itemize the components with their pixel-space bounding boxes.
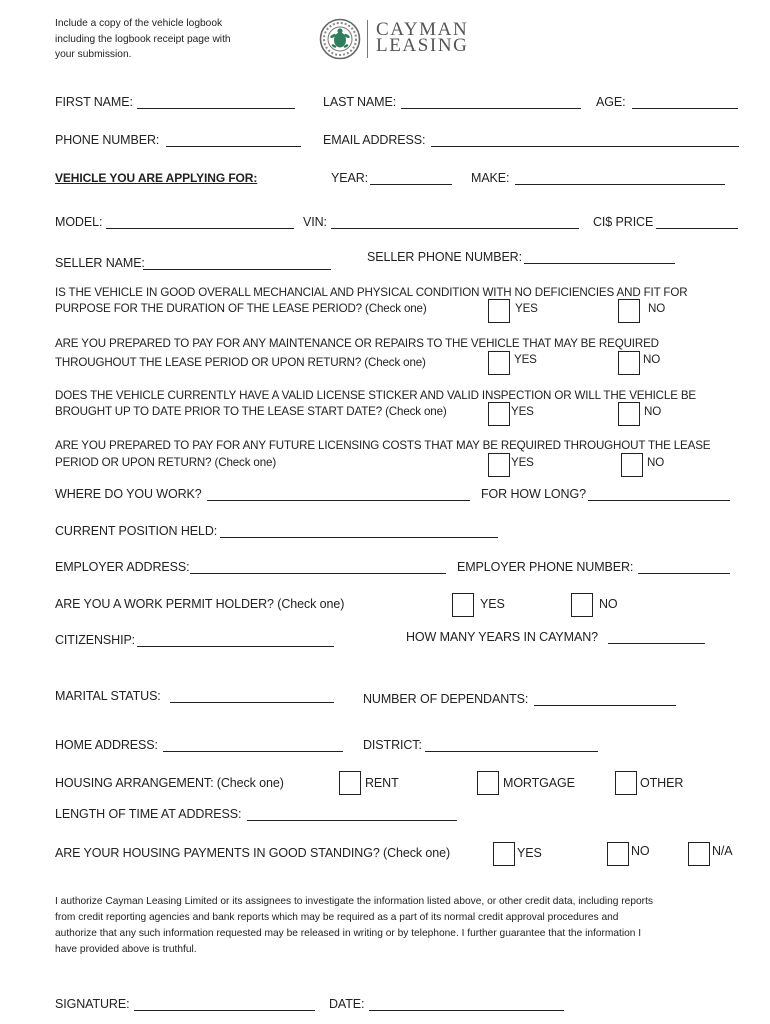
q4-yes-label: YES xyxy=(511,456,534,469)
brand-line-1: CAYMAN xyxy=(376,19,469,40)
q1-yes-checkbox[interactable] xyxy=(488,299,510,323)
first-name-field[interactable] xyxy=(137,108,295,109)
q1-text-line2: PURPOSE FOR THE DURATION OF THE LEASE PERIOD? (Check one) xyxy=(55,302,427,315)
rent-checkbox[interactable] xyxy=(339,771,361,795)
q3-yes-checkbox[interactable] xyxy=(488,402,510,426)
vin-label: VIN: xyxy=(303,215,327,229)
q2-text-line1: ARE YOU PREPARED TO PAY FOR ANY MAINTENANCE OR REPAIRS TO THE VEHICLE THAT MAY BE REQUIRED xyxy=(55,337,659,350)
good-standing-na-checkbox[interactable] xyxy=(688,842,710,866)
first-name-label: FIRST NAME: xyxy=(55,95,133,109)
q2-yes-checkbox[interactable] xyxy=(488,351,510,375)
employer-phone-field[interactable] xyxy=(638,573,730,574)
q1-no-checkbox[interactable] xyxy=(618,299,640,323)
home-address-field[interactable] xyxy=(163,751,343,752)
age-field[interactable] xyxy=(632,108,738,109)
citizenship-field[interactable] xyxy=(137,646,334,647)
make-label: MAKE: xyxy=(471,171,510,185)
work-permit-yes-checkbox[interactable] xyxy=(452,593,474,617)
marital-field[interactable] xyxy=(170,702,334,703)
intro-line-3: your submission. xyxy=(55,49,132,60)
q2-no-label: NO xyxy=(643,353,661,366)
mortgage-checkbox[interactable] xyxy=(477,771,499,795)
q3-text-line1: DOES THE VEHICLE CURRENTLY HAVE A VALID LICENSE STICKER AND VALID INSPECTION OR WILL THE VEHICLE BE xyxy=(55,389,697,402)
work-permit-yes-label: YES xyxy=(480,597,505,611)
years-cayman-field[interactable] xyxy=(608,643,705,644)
q1-yes-label: YES xyxy=(515,302,538,315)
date-label: DATE: xyxy=(329,997,365,1011)
rent-label: RENT xyxy=(365,776,399,790)
year-field[interactable] xyxy=(370,184,452,185)
brand-wordmark xyxy=(376,19,469,56)
housing-label: HOUSING ARRANGEMENT: (Check one) xyxy=(55,776,284,790)
employer-phone-label: EMPLOYER PHONE NUMBER: xyxy=(457,560,634,574)
how-long-label: FOR HOW LONG? xyxy=(481,487,586,501)
q2-text-line2: THROUGHOUT THE LEASE PERIOD OR UPON RETURN? (Check one) xyxy=(55,356,426,369)
intro-note xyxy=(55,16,285,63)
home-address-label: HOME ADDRESS: xyxy=(55,738,158,752)
work-permit-no-label: NO xyxy=(599,597,618,611)
length-time-label: LENGTH OF TIME AT ADDRESS: xyxy=(55,807,242,821)
dependants-label: NUMBER OF DEPENDANTS: xyxy=(363,692,529,706)
position-label: CURRENT POSITION HELD: xyxy=(55,524,218,538)
work-permit-label: ARE YOU A WORK PERMIT HOLDER? (Check one) xyxy=(55,597,345,611)
district-field[interactable] xyxy=(425,751,598,752)
year-label: YEAR: xyxy=(331,171,369,185)
email-field[interactable] xyxy=(431,146,739,147)
brand-line-2: LEASING xyxy=(376,35,469,56)
employer-address-label: EMPLOYER ADDRESS: xyxy=(55,560,190,574)
authorization-line-2: from credit reporting agencies and bank reports which may be required as a part of its normal credit approval procedures and xyxy=(55,912,619,923)
position-field[interactable] xyxy=(220,537,498,538)
q1-no-label: NO xyxy=(648,302,666,315)
q2-no-checkbox[interactable] xyxy=(618,351,640,375)
q3-yes-label: YES xyxy=(511,405,534,418)
intro-line-2: including the logbook receipt page with xyxy=(55,33,231,45)
q4-yes-checkbox[interactable] xyxy=(488,453,510,477)
seller-name-label: SELLER NAME: xyxy=(55,256,145,270)
date-field[interactable] xyxy=(369,1010,564,1011)
mortgage-label: MORTGAGE xyxy=(503,776,575,790)
q1-text-line1: IS THE VEHICLE IN GOOD OVERALL MECHANCIAL AND PHYSICAL CONDITION WITH NO DEFICIENCIES AND FIT FOR xyxy=(55,286,688,299)
signature-field[interactable] xyxy=(134,1010,315,1011)
work-where-field[interactable] xyxy=(207,500,470,501)
phone-field[interactable] xyxy=(166,146,301,147)
authorization-text xyxy=(55,894,745,958)
last-name-label: LAST NAME: xyxy=(323,95,397,109)
good-standing-no-label: NO xyxy=(631,844,650,858)
good-standing-label: ARE YOUR HOUSING PAYMENTS IN GOOD STANDING? (Check one) xyxy=(55,846,451,860)
q3-no-label: NO xyxy=(644,405,662,418)
good-standing-na-label: N/A xyxy=(712,844,733,858)
seller-name-field[interactable] xyxy=(143,269,331,270)
marital-label: MARITAL STATUS: xyxy=(55,689,161,703)
email-label: EMAIL ADDRESS: xyxy=(323,133,426,147)
model-label: MODEL: xyxy=(55,215,103,229)
good-standing-yes-checkbox[interactable] xyxy=(493,842,515,866)
q2-yes-label: YES xyxy=(514,353,537,366)
q4-text-line1: ARE YOU PREPARED TO PAY FOR ANY FUTURE LICENSING COSTS THAT MAY BE REQUIRED THROUGHOUT THE LEASE xyxy=(55,439,711,452)
authorization-line-3: authorize that any such information requested may be released in writing or by telephone. I further guarantee that the information I xyxy=(55,928,642,939)
q4-text-line2: PERIOD OR UPON RETURN? (Check one) xyxy=(55,456,277,469)
seller-phone-field[interactable] xyxy=(524,263,675,264)
price-label: CI$ PRICE xyxy=(593,215,654,229)
dependants-field[interactable] xyxy=(534,705,676,706)
good-standing-yes-label: YES xyxy=(517,846,542,860)
age-label: AGE: xyxy=(596,95,626,109)
length-time-field[interactable] xyxy=(247,820,457,821)
authorization-line-4: have provided above is truthful. xyxy=(55,944,197,955)
years-cayman-label: HOW MANY YEARS IN CAYMAN? xyxy=(406,630,598,644)
employer-address-field[interactable] xyxy=(190,573,446,574)
model-field[interactable] xyxy=(106,228,294,229)
vin-field[interactable] xyxy=(331,228,579,229)
phone-label: PHONE NUMBER: xyxy=(55,133,160,147)
q4-no-label: NO xyxy=(647,456,665,469)
vehicle-heading: VEHICLE YOU ARE APPLYING FOR: xyxy=(55,171,258,185)
q3-text-line2: BROUGHT UP TO DATE PRIOR TO THE LEASE START DATE? (Check one) xyxy=(55,405,447,418)
q4-no-checkbox[interactable] xyxy=(621,453,643,477)
other-checkbox[interactable] xyxy=(615,771,637,795)
last-name-field[interactable] xyxy=(401,108,581,109)
authorization-line-1: I authorize Cayman Leasing Limited or its assignees to investigate the information listed above, or other credit data, including reports xyxy=(55,896,653,907)
q3-no-checkbox[interactable] xyxy=(618,402,640,426)
intro-line-1: Include a copy of the vehicle logbook xyxy=(55,18,223,29)
work-permit-no-checkbox[interactable] xyxy=(571,593,593,617)
signature-label: SIGNATURE: xyxy=(55,997,130,1011)
other-label: OTHER xyxy=(640,776,684,790)
district-label: DISTRICT: xyxy=(363,738,422,752)
make-field[interactable] xyxy=(515,184,725,185)
good-standing-no-checkbox[interactable] xyxy=(607,842,629,866)
work-where-label: WHERE DO YOU WORK? xyxy=(55,487,202,501)
citizenship-label: CITIZENSHIP: xyxy=(55,633,136,647)
logo-divider xyxy=(367,20,368,58)
turtle-logo-icon xyxy=(319,18,361,60)
price-field[interactable] xyxy=(656,228,738,229)
how-long-field[interactable] xyxy=(588,500,730,501)
seller-phone-label: SELLER PHONE NUMBER: xyxy=(367,250,522,264)
